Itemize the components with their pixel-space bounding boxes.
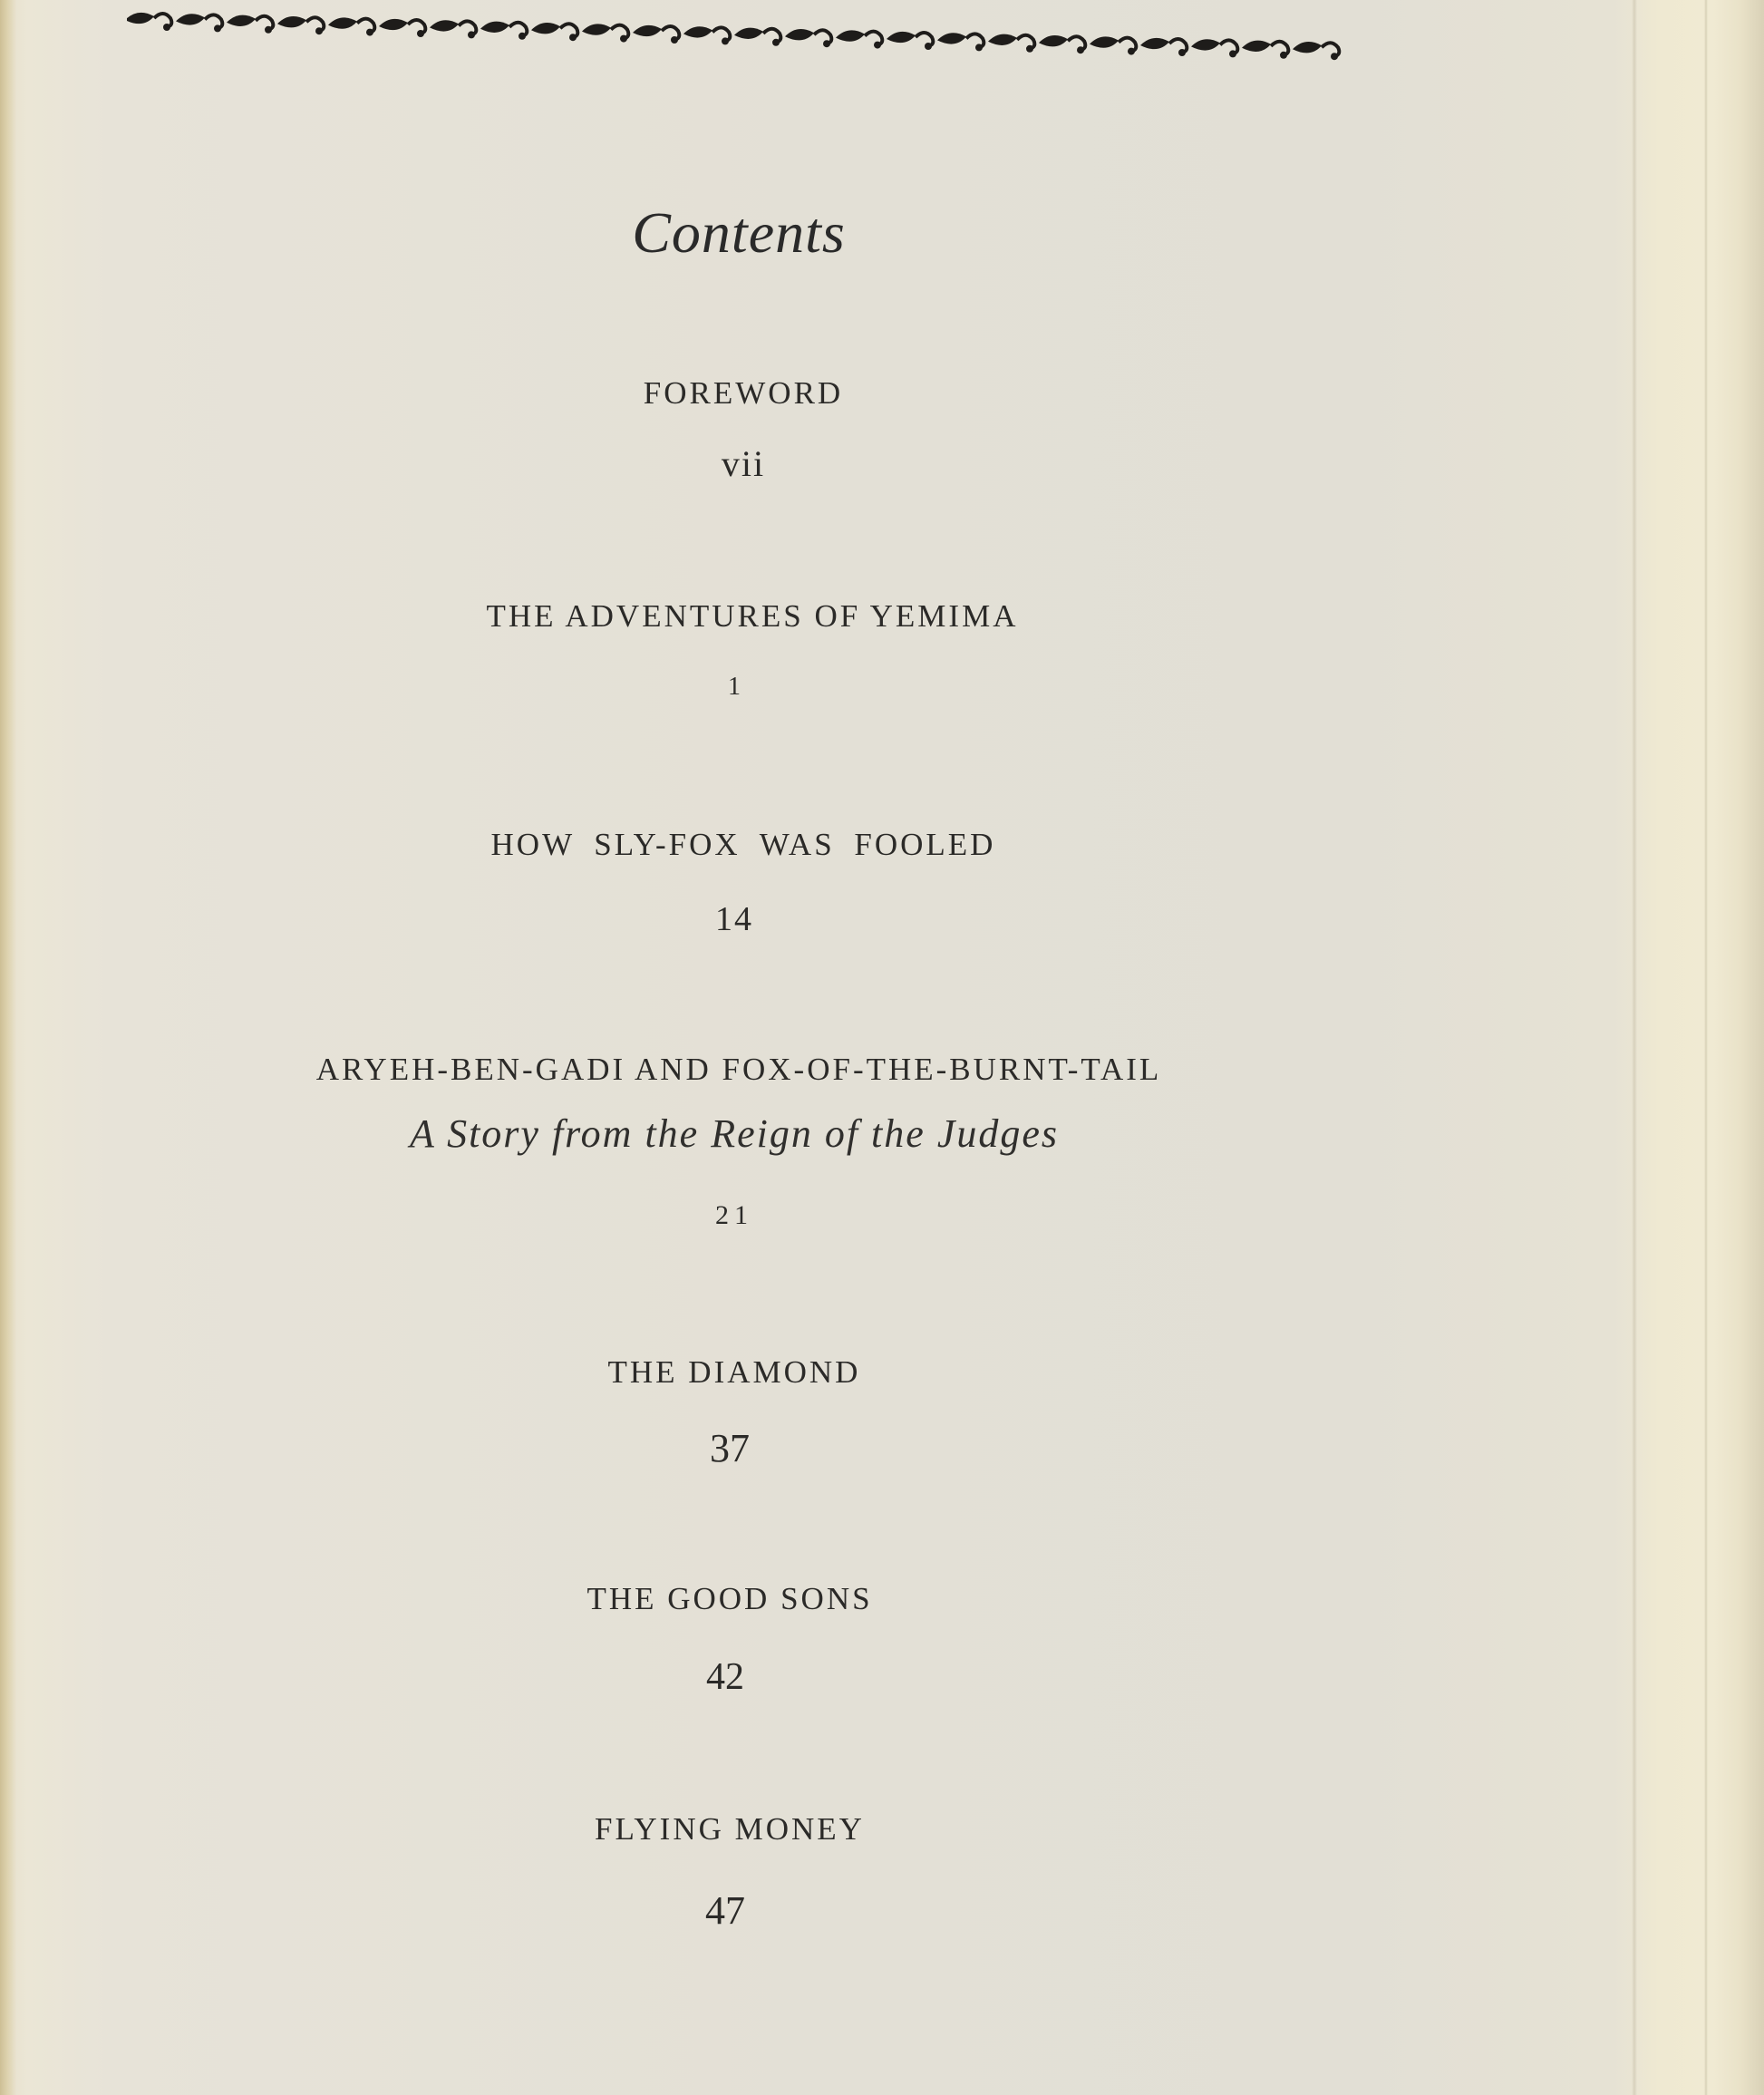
toc-entry-title: HOW SLY-FOX WAS FOOLED — [490, 827, 996, 862]
toc-entry-page: 14 — [715, 900, 753, 938]
toc-entry-page: 47 — [705, 1888, 745, 1933]
toc-entry-title: FLYING MONEY — [595, 1811, 865, 1847]
contents-heading: Contents — [632, 200, 846, 265]
toc-entry-page: 37 — [710, 1426, 750, 1470]
toc-entry-title: THE DIAMOND — [607, 1354, 861, 1390]
toc-entry-page: 21 — [715, 1200, 753, 1230]
toc-entry-title: ARYEH-BEN-GADI AND FOX-OF-THE-BURNT-TAIL — [315, 1052, 1162, 1087]
toc-entry-subtitle: A Story from the Reign of the Judges — [410, 1111, 1059, 1156]
toc-entry-page: 42 — [706, 1656, 744, 1698]
toc-entry-page: 1 — [728, 673, 741, 701]
toc-entry-title: FOREWORD — [643, 375, 844, 411]
toc-entry-title: THE GOOD SONS — [586, 1581, 873, 1616]
toc-entry-page: vii — [721, 443, 766, 484]
toc-entry-title: THE ADVENTURES OF YEMIMA — [486, 598, 1019, 634]
